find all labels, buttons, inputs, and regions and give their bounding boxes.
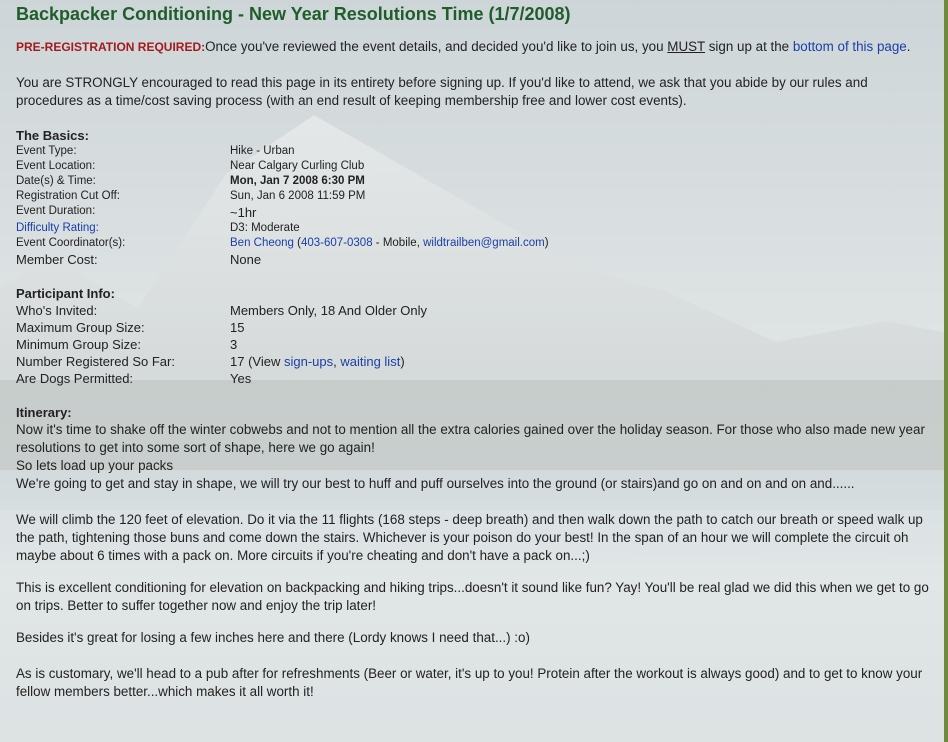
event-location-row [16,159,932,174]
coordinator-row [16,236,932,251]
waiting-list-link[interactable]: waiting list [340,354,401,369]
invited-row [16,302,932,319]
max-group-value: 15 [230,320,245,335]
member-cost-label: Member Cost: [16,252,98,267]
min-group-row [16,336,932,353]
preregistration-text-1: Once you've reviewed the event details, and decided you'd like to join us, you [205,39,668,54]
event-date-label: Date(s) & Time: [16,175,96,187]
difficulty-value: D3: Moderate [230,222,300,234]
coordinator-name-link[interactable]: Ben Cheong [230,237,294,249]
difficulty-row [16,221,932,236]
max-group-row [16,319,932,336]
intro-paragraph: You are STRONGLY encouraged to read this page in its entirety before signing up. If you'd like to attend, we ask that you abide by our rules and procedures as a time/cost saving process (with an end result of keeping membership free and lower cost events). [16,75,868,108]
itinerary-paragraph-4: We will climb the 120 feet of elevation. Do it via the 11 flights (168 steps - deep breath) and then walk down the path to catch our breath or speed walk up the path, tightening those buns and come down the stairs. Whichever is your poison do your best! In the span of an hour we will complete the circuit oh maybe about 6 times with a pack on. More circuits if you're cheating and don't have a pack on...;) [16,512,923,563]
registered-value: 17 (View sign-ups, waiting list) [230,354,405,369]
event-date-row [16,174,932,189]
bottom-of-page-link[interactable]: bottom of this page [792,39,907,54]
itinerary-paragraph-2: So lets load up your packs [16,458,174,473]
registered-row [16,353,932,370]
itinerary-paragraph-1: Now it's time to shake off the winter cobwebs and not to mention all the extra calories gained over the holiday season. For those who also made new year resolutions to get into some sort of shape, here we go again! [16,422,925,455]
phone-suffix: - Mobile, [372,237,424,249]
must-text: MUST [667,39,705,54]
invited-value: Members Only, 18 And Older Only [230,303,428,318]
dogs-row [16,370,932,387]
event-duration-value: ~1hr [230,205,257,220]
dogs-label: Are Dogs Permitted: [16,371,134,386]
registration-cutoff-value: Sun, Jan 6 2008 11:59 PM [230,190,366,202]
itinerary-paragraph-3: We're going to get and stay in shape, we will try our best to huff and puff ourselves into the ground (or stairs)and go on and on and on and...... [16,476,855,491]
preregistration-end: . [906,39,911,54]
registration-cutoff-label: Registration Cut Off: [16,190,120,202]
difficulty-rating-link[interactable]: Difficulty Rating: [16,222,99,234]
max-group-label: Maximum Group Size: [16,320,145,335]
event-date-value: Mon, Jan 7 2008 6:30 PM [230,175,365,187]
dogs-value: Yes [230,371,252,386]
signups-link[interactable]: sign-ups [283,354,334,369]
registered-label: Number Registered So Far: [16,354,175,369]
itinerary-paragraph-6: Besides it's great for losing a few inches here and there (Lordy knows I need that...) :o) [16,630,530,645]
coordinator-label: Event Coordinator(s): [16,237,126,249]
event-type-value: Hike - Urban [230,145,295,157]
page-title: Backpacker Conditioning - New Year Resolutions Time (1/7/2008) [16,4,571,24]
participant-heading: Participant Info: [16,286,115,301]
preregistration-label: PRE-REGISTRATION REQUIRED: [16,40,206,54]
coordinator-email-link[interactable]: wildtrailben@gmail.com [423,237,545,249]
invited-label: Who's Invited: [16,303,98,318]
registration-cutoff-row [16,189,932,204]
itinerary-paragraph-5: This is excellent conditioning for elevation on backpacking and hiking trips...doesn't it sound like fun? Yay! You'll be real glad we did this when we get to go on trips. Better to suffer together now and enjoy the trip later! [16,580,929,613]
right-edge-bar [944,0,948,742]
event-type-label: Event Type: [16,145,77,157]
preregistration-notice [16,38,932,56]
basics-heading: The Basics: [16,128,89,143]
registered-count: 17 [230,354,245,369]
preregistration-text-2: sign up at the [705,39,793,54]
view-text: (View [244,354,284,369]
member-cost-value: None [230,252,262,267]
event-location-label: Event Location: [16,160,96,172]
event-type-row [16,144,932,159]
itinerary-paragraph-7: As is customary, we'll head to a pub after for refreshments (Beer or water, it's up to you! Protein after the workout is always good) and to get to know your fellow members better...which makes it all worth it! [16,666,923,699]
event-location-value: Near Calgary Curling Club [230,160,365,172]
event-duration-row [16,204,932,221]
itinerary-body [16,421,932,701]
min-group-value: 3 [230,337,238,352]
coordinator-value: Ben Cheong (403-607-0308 - Mobile, wildtrailben@gmail.com) [230,237,549,249]
itinerary-heading: Itinerary: [16,405,72,420]
member-cost-row [16,251,932,268]
min-group-label: Minimum Group Size: [16,337,141,352]
event-duration-label: Event Duration: [16,205,96,217]
coordinator-phone-link[interactable]: 403-607-0308 [300,237,373,249]
